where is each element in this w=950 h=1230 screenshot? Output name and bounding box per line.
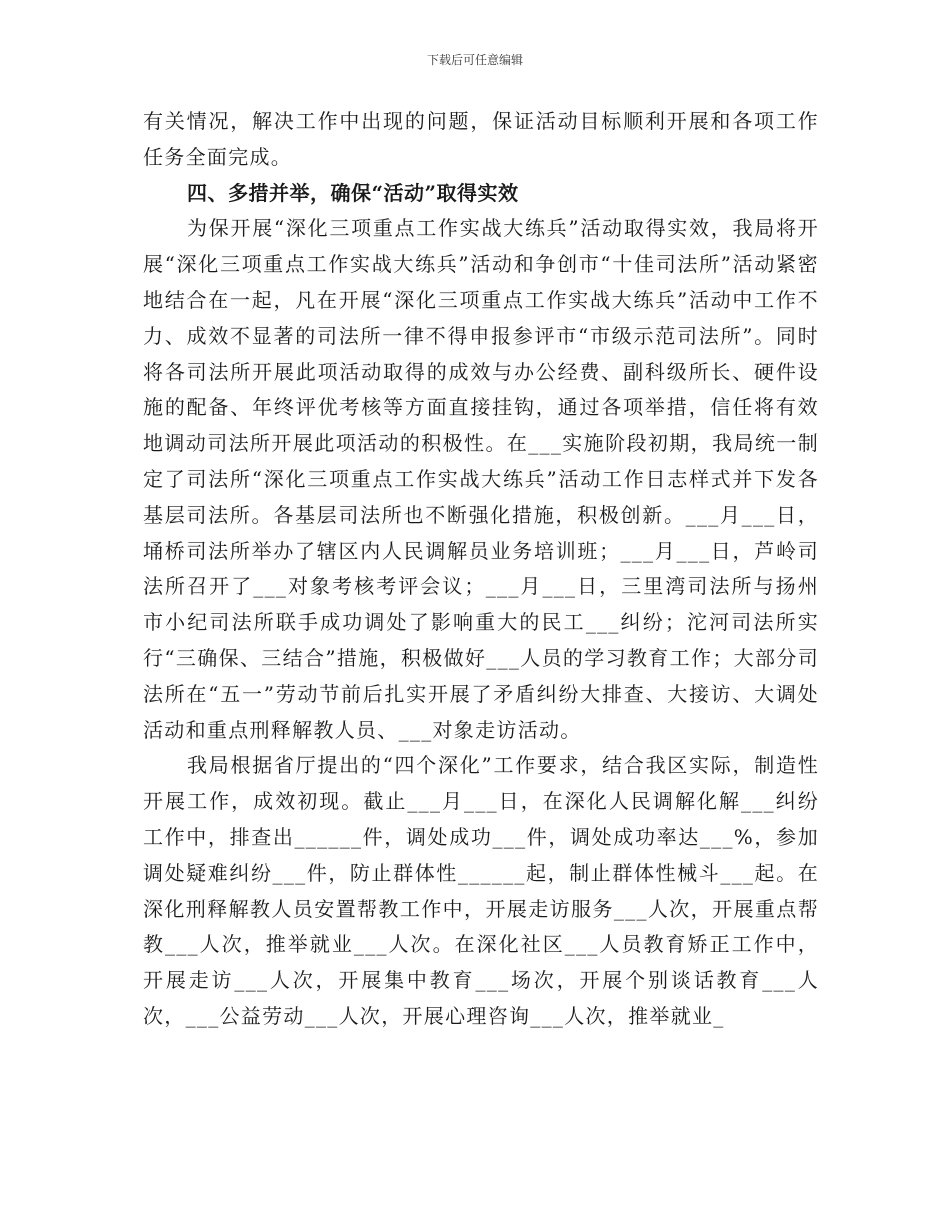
page-header: 下载后可任意编辑 [426,53,523,67]
document-body [143,104,819,1035]
paragraph-work-results: 我局根据省厅提出的“四个深化”工作要求，结合我区实际，制造性开展工作，成效初现。截止___月___日，在深化人民调解化解___纠纷工作中，排查出______件，调处成功___件，调处成功率达___%，参加调处疑难纠纷___件，防止群体性______起，制止群体性械斗___起。在深化刑释解教人员安置帮教工作中，开展走访服务___人次，开展重点帮教___人次，推举就业___人次。在深化社区___人员教育矫正工作中，开展走访___人次，开展集中教育___场次，开展个别谈话教育___人次，___公益劳动___人次，开展心理咨询___人次，推举就业_ [143,753,819,1028]
paragraph-activity-effectiveness: 为保开展“深化三项重点工作实战大练兵”活动取得实效，我局将开展“深化三项重点工作实战大练兵”活动和争创市“十佳司法所”活动紧密地结合在一起，凡在开展“深化三项重点工作实战大练兵”活动中工作不力、成效不显著的司法所一律不得申报参评市“市级示范司法所”。同时将各司法所开展此项活动取得的成效与办公经费、副科级所长、硬件设施的配备、年终评优考核等方面直接挂钩，通过各项举措，信任将有效地调动司法所开展此项活动的积极性。在___实施阶段初期，我局统一制定了司法所“深化三项重点工作实战大练兵”活动工作日志样式并下发各基层司法所。各基层司法所也不断强化措施，积极创新。___月___日，埇桥司法所举办了辖区内人民调解员业务培训班；___月___日，芦岭司法所召开了___对象考核考评会议；___月___日，三里湾司法所与扬州市小纪司法所联手成功调处了影响重大的民工___纠纷；沱河司法所实行“三确保、三结合”措施，积极做好___人员的学习教育工作；大部分司法所在“五一”劳动节前后扎实开展了矛盾纠纷大排查、大接访、大调处活动和重点刑释解教人员、___对象走访活动。 [143,216,819,742]
paragraph-continuation: 有关情况，解决工作中出现的问题，保证活动目标顺利开展和各项工作任务全面完成。 [143,109,819,169]
section-heading: 四、多措并举，确保“活动”取得实效 [187,180,519,205]
